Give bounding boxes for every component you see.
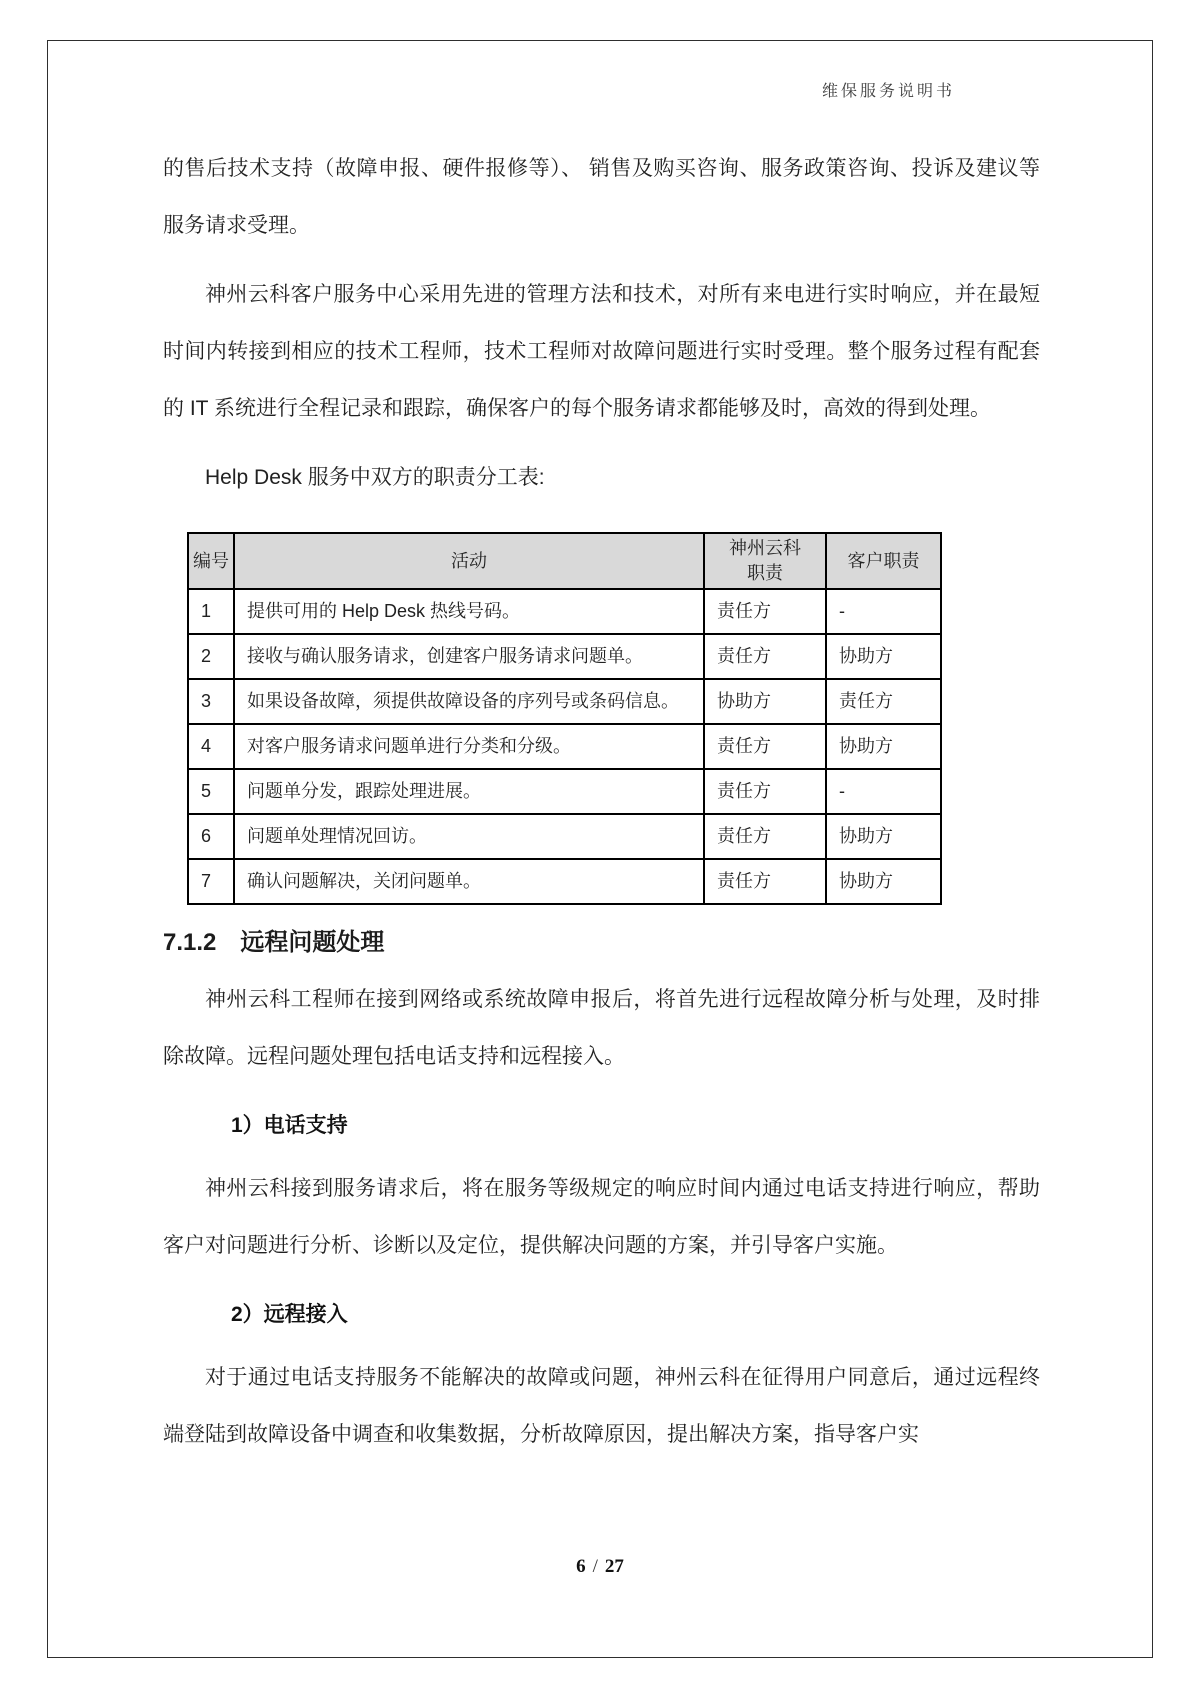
cell-vendor-role: 责任方	[704, 859, 826, 904]
cell-number: 1	[188, 589, 234, 634]
responsibility-table	[187, 532, 942, 905]
page-separator: /	[592, 1556, 598, 1577]
document-content	[163, 140, 1040, 1475]
table-row	[188, 679, 941, 724]
cell-activity: 如果设备故障，须提供故障设备的序列号或条码信息。	[234, 679, 704, 724]
table-row	[188, 589, 941, 634]
cell-activity: 接收与确认服务请求，创建客户服务请求问题单。	[234, 634, 704, 679]
section-title: 远程问题处理	[240, 929, 385, 956]
paragraph: 对于通过电话支持服务不能解决的故障或问题，神州云科在征得用户同意后，通过远程终端登陆到故障设备中调查和收集数据，分析故障原因，提出解决方案，指导客户实	[163, 1366, 1040, 1446]
subheading-phone-support: 1）电话支持	[231, 1114, 348, 1137]
cell-customer-role: 协助方	[826, 814, 941, 859]
table-intro: Help Desk 服务中双方的职责分工表:	[205, 466, 545, 489]
section-heading	[163, 921, 1040, 965]
cell-activity: 对客户服务请求问题单进行分类和分级。	[234, 724, 704, 769]
page-footer	[0, 1556, 1200, 1578]
cell-activity: 提供可用的 Help Desk 热线号码。	[234, 589, 704, 634]
cell-customer-role: -	[826, 589, 941, 634]
subheading-remote-access: 2）远程接入	[231, 1303, 348, 1326]
cell-vendor-role: 协助方	[704, 679, 826, 724]
cell-vendor-role: 责任方	[704, 814, 826, 859]
table-header-cell: 活动	[234, 533, 704, 589]
table-header-cell: 编号	[188, 533, 234, 589]
cell-number: 4	[188, 724, 234, 769]
cell-customer-role: 协助方	[826, 724, 941, 769]
table-header-cell: 客户职责	[826, 533, 941, 589]
cell-vendor-role: 责任方	[704, 724, 826, 769]
cell-customer-role: 责任方	[826, 679, 941, 724]
section-number: 7.1.2	[163, 929, 217, 956]
paragraph: 神州云科客户服务中心采用先进的管理方法和技术，对所有来电进行实时响应，并在最短时间内转接到相应的技术工程师，技术工程师对故障问题进行实时受理。整个服务过程有配套的 IT 系统进行全程记录和跟踪，确保客户的每个服务请求都能够及时，高效的得到处理。	[163, 283, 1040, 420]
cell-vendor-role: 责任方	[704, 769, 826, 814]
cell-number: 5	[188, 769, 234, 814]
cell-customer-role: 协助方	[826, 634, 941, 679]
cell-vendor-role: 责任方	[704, 634, 826, 679]
paragraph: 神州云科工程师在接到网络或系统故障申报后，将首先进行远程故障分析与处理，及时排除故障。远程问题处理包括电话支持和远程接入。	[163, 988, 1040, 1068]
paragraph: 神州云科接到服务请求后，将在服务等级规定的响应时间内通过电话支持进行响应，帮助客户对问题进行分析、诊断以及定位，提供解决问题的方案，并引导客户实施。	[163, 1177, 1040, 1257]
table-row	[188, 769, 941, 814]
cell-number: 6	[188, 814, 234, 859]
cell-activity: 问题单分发，跟踪处理进展。	[234, 769, 704, 814]
cell-customer-role: -	[826, 769, 941, 814]
cell-activity: 问题单处理情况回访。	[234, 814, 704, 859]
table-row	[188, 814, 941, 859]
paragraph: 的售后技术支持（故障申报、硬件报修等）、 销售及购买咨询、服务政策咨询、投诉及建议等服务请求受理。	[163, 157, 1040, 237]
cell-activity: 确认问题解决，关闭问题单。	[234, 859, 704, 904]
page-total: 27	[604, 1556, 624, 1577]
cell-number: 7	[188, 859, 234, 904]
table-row	[188, 859, 941, 904]
table-row	[188, 634, 941, 679]
table-header-row	[188, 533, 941, 589]
document-header-title: 维保服务说明书	[821, 83, 955, 100]
page-number: 6	[576, 1556, 586, 1577]
cell-number: 3	[188, 679, 234, 724]
table-header-cell: 神州云科职责	[704, 533, 826, 589]
cell-vendor-role: 责任方	[704, 589, 826, 634]
cell-customer-role: 协助方	[826, 859, 941, 904]
table-row	[188, 724, 941, 769]
cell-number: 2	[188, 634, 234, 679]
